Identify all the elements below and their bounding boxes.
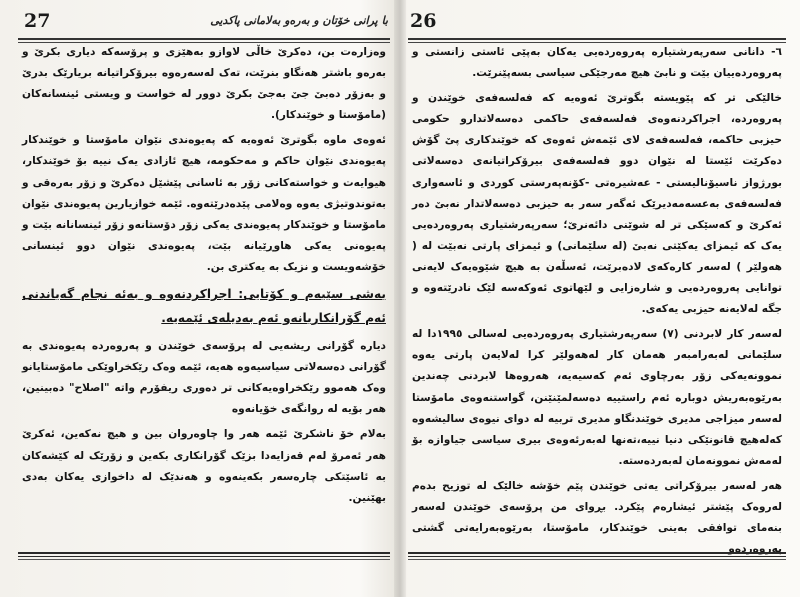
page-body [412,42,782,560]
running-title: با پرانی خۆتان و بەرەو بەلامانی پاکدیی [210,14,388,27]
header-rule [18,38,390,40]
page-body [22,42,386,509]
right-page [408,0,786,597]
paragraph: لەسەر کار لابردنی (٧) سەرپەرشتیاری پەروەردەیی لەسالی ١٩٩٥دا لە سلێمانی لەبەرامبەر هەمان کار لەهەولێر کرا لەلایەن پارتی یەوە نموونەیەکی زۆر بەرچاوی ئەم کەسیەیە، هەروەها لابردنی چەندین بەرێوەبەریش دوبارە ئەم راستییە دەسەلمێنێنن، گواستنەوەی مامۆستا لەسەر میزاجی مدیری خوێندنگاو مدیری تربیە لە دوای نیوەی سالیشەوە کەلەهیچ قانونێکی دنیا نییە،تەنها لەبەرئەوەی بیری سیاسی جیاوازە بۆ لەمەش نموونەمان لەبەردەستە. [412,328,782,467]
page-number: 27 [24,10,51,32]
header-rule [408,38,786,40]
paragraph: بەلام خۆ ناشکرێ ئێمە هەر وا چاوەروان بین و هیچ نەکەین، ئەکرێ هەر ئەمرۆ لەم قەزایەدا بزێک گۆرانکاری بکەین و زۆرێک لە کێشەکان بە ئاسێتکی چارەسەر بکەینەوە و هەندێک لە داخوازی یەکان بەدی بهێنین. [22,428,386,504]
paragraph: ئەوەی ماوە بگوترێ ئەوەیە کە پەیوەندی نێوان مامۆستا و خوێندکار پەیوەندی نێوان حاکم و مەحکومە، هیچ ئازادی یەک نییە بۆ خوێندکار، هیوایەت و خواستەکانی زۆر بە ئاسانی پێشێل دەکرێ و زۆر بەرەقی و بەتوندوتیژی یەوە وەلامی پێدەدرێتەوە. ئێمە خوازیارین پەیوەندی نێوان مامۆستا و خوێندکار پەیوەندی یەکی زۆر دۆستانەو زۆر ئینسانانە بێت و پەیوەنی یەکی هاوڕێیانە بێت، پەیوەندی نێوان دوو ئینسانی خۆشەویست و نزیک بە یەکتری بن. [22,134,386,273]
paragraph: هەر لەسەر بیرۆکراتی یەتی خوێندن پێم خۆشە خالێک لە توزیح بدەم لەروەک پێشتر ئیشارەم پێکرد. بڕوای من پرۆسەی خوێندن لەسەر بنەمای توافقی بەینی خوێندکار، مامۆستا، بەرێوەبەرایەتی گشتی پەروەردەو [412,479,782,556]
paragraph: ٦- دانانی سەرپەرشتیارە پەروەردەیی یەکان بەپێی ئاستی زانستی و پەروەردەییان بێت و نابێ هیچ مەرجێکی سیاسی بسەپێنرێت. [412,46,782,80]
footer-rule [408,552,786,562]
left-page [18,0,390,597]
page-header [408,8,786,38]
paragraph: وەزارەت بن، دەکرێ خاڵی لاوازو بەهێزی و پرۆسەکە دیاری بکرێ و بەرەو باشتر هەنگاو بنرێت، تەک لەسەرەوە بیرۆکراتیانە بریارێک بدرێ و بەزۆر دەبێ جێ بەجێ بکرێ دوور لە خواست و ویستی ئینسانەکان (مامۆستا و خوێندکار). [22,46,386,122]
book-gutter [394,0,406,597]
section-heading: بەشی سێیەم و کۆتایی: اجراکردنەوە و بەئە نجام گەیاندنی ئەم گۆرانکاریانەو ئەم بەدیلەی ئێمەیە. [22,287,386,326]
footer-rule [18,552,390,562]
page-number: 26 [410,10,437,32]
page-header [18,8,390,38]
paragraph: دیارە گۆرانی ریشەیی لە پرۆسەی خوێندن و پەروەردە پەیوەندی بە گۆرانی دەسەلاتی سیاسیەوە هەیە، ئێمە وەک رێکخراوێکی مامۆستایانو وەک هەموو رێکخراوەیەکانی تر دەوری ریفۆرم واتە "اصلاح" دەبینین، هەر بۆیە لە روانگەی خۆیانەوە [22,340,386,416]
paragraph: خالێکی تر کە پێویستە بگوترێ ئەوەیە کە فەلسەفەی خوێندن و پەروەردە، اجراکردنەوەی فەلسەفەی حاکمی دەسەلاتدارو حکومی حیزبی حاکمە، فەلسەفەی لای ئێمەش ئەوەی کە خوێندکاری پێ گۆش دەکرێت ئێستا لە نێوان دوو فەلسەفەی بیرۆکراتیانەی دەسەلاتی بورژواز ناسیۆنالیستی - عەشیرەتی -کۆنەپەرستی کوردی و ئاسەواری فەلسەفەی بەعسەمەدیرێک ئەگەر سەر بە حیزبی دەسەلاتدار نەبێ دەر ئەکرێ و کەسێکی تر لە شوێنی دائەنرێ؛ سەرپەرشتیاری پەروەردەیی یەک کە ئیمزای یەکێتی نەبێ (لە سلێمانی) و ئیمزای پارتی نەبێت لە ( هەولێر ) لەسەر کارەکەی لادەبرێت، ئەسڵەن بە هیچ شێوەیەک لایەنی توانایی پەروەردەیی و شارەزایی و لێهاتوی ئەوکەسە لێک نادرێتەوە و جگە لەلایەنە حیزبی یەکەی. [412,92,782,316]
